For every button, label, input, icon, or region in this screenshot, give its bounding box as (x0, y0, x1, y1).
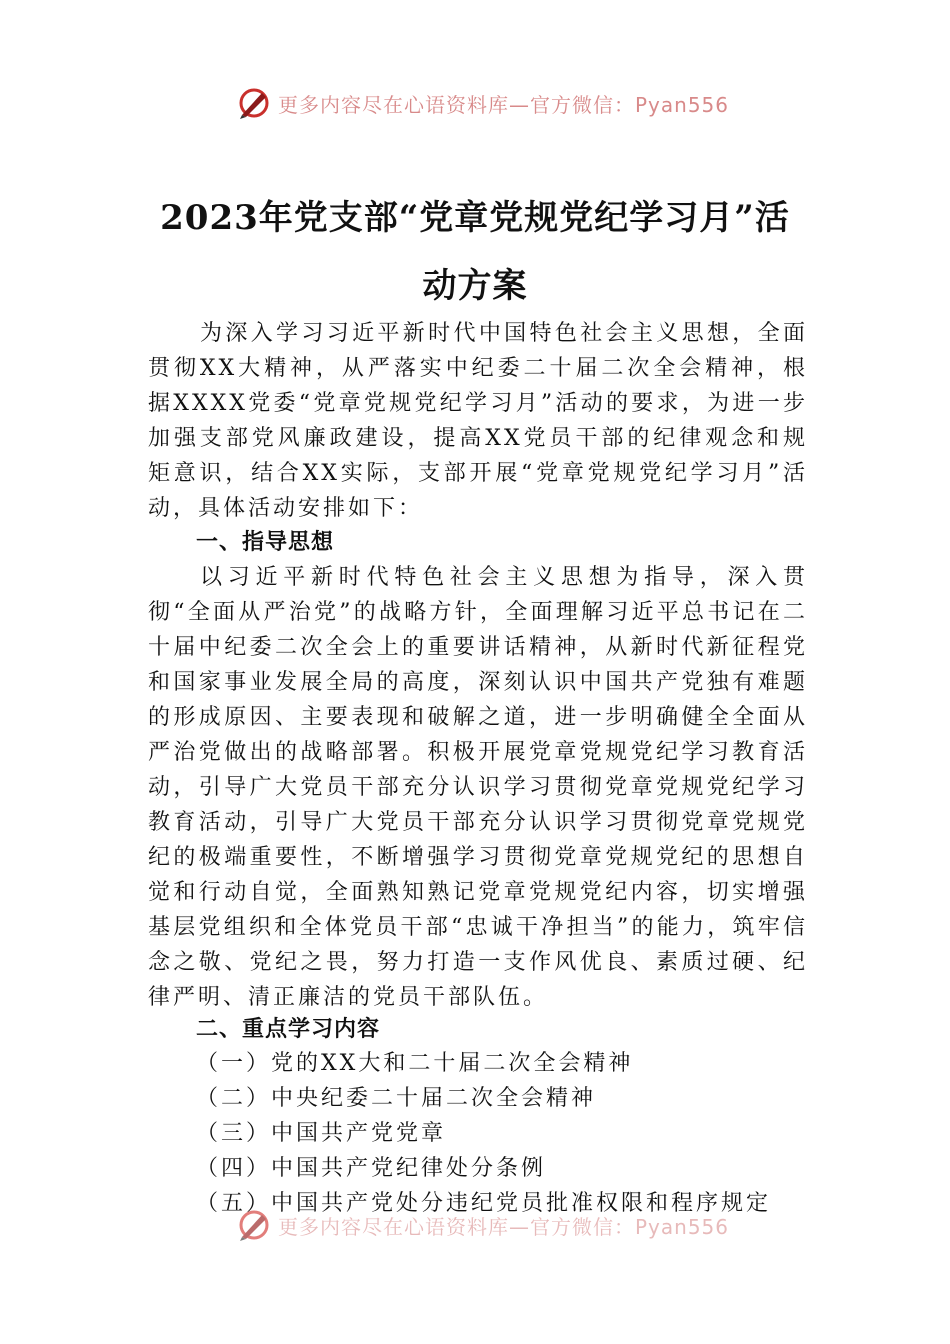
watermark-text: 更多内容尽在心语资料库—官方微信：Pyan556 (278, 1214, 730, 1239)
list-item: （五）中国共产党处分违纪党员批准权限和程序规定 (196, 1191, 772, 1216)
section-heading-guiding-ideology: 一、指导思想 (196, 530, 335, 555)
document-title-line-2: 动方案 (422, 266, 528, 306)
list-item: （二）中央纪委二十届二次全会精神 (196, 1086, 597, 1111)
document-title-line-1: 2023年党支部“党章党规党纪学习月”活 (160, 198, 790, 238)
list-item: （四）中国共产党纪律处分条例 (196, 1156, 547, 1181)
intro-paragraph: 为深入学习习近平新时代中国特色社会主义思想，全面贯彻XX大精神，从严落实中纪委二十届二次全会精神，根据XXXX党委“党章党规党纪学习月”活动的要求，为进一步加强支部党风廉政建设，提高XX党员干部的纪律观念和规矩意识，结合XX实际，支部开展“党章党规党纪学习月”活动，具体活动安排如下： (148, 321, 808, 521)
section-heading-key-content: 二、重点学习内容 (196, 1017, 381, 1042)
pen-logo-icon (236, 1207, 272, 1243)
guiding-ideology-paragraph: 以习近平新时代特色社会主义思想为指导，深入贯彻“全面从严治党”的战略方针，全面理解习近平总书记在二十届中纪委二次全会上的重要讲话精神，从新时代新征程党和国家事业发展全局的高度，深刻认识中国共产党独有难题的形成原因、主要表现和破解之道，进一步明确健全全面从严治党做出的战略部署。积极开展党章党规党纪学习教育活动，引导广大党员干部充分认识学习贯彻党章党规党纪学习教育活动，引导广大党员干部充分认识学习贯彻党章党规党纪的极端重要性，不断增强学习贯彻党章党规党纪的思想自觉和行动自觉，全面熟知熟记党章党规党纪内容，切实增强基层党组织和全体党员干部“忠诚干净担当”的能力，筑牢信念之敬、党纪之畏，努力打造一支作风优良、素质过硬、纪律严明、清正廉洁的党员干部队伍。 (148, 565, 808, 1010)
list-item: （一）党的XX大和二十届二次全会精神 (196, 1051, 634, 1076)
watermark-header (236, 85, 729, 121)
list-item: （三）中国共产党党章 (196, 1121, 447, 1146)
watermark-footer (236, 1207, 729, 1243)
key-content-list (196, 1046, 771, 1221)
watermark-text: 更多内容尽在心语资料库—官方微信：Pyan556 (278, 92, 730, 117)
pen-logo-icon (236, 85, 272, 121)
